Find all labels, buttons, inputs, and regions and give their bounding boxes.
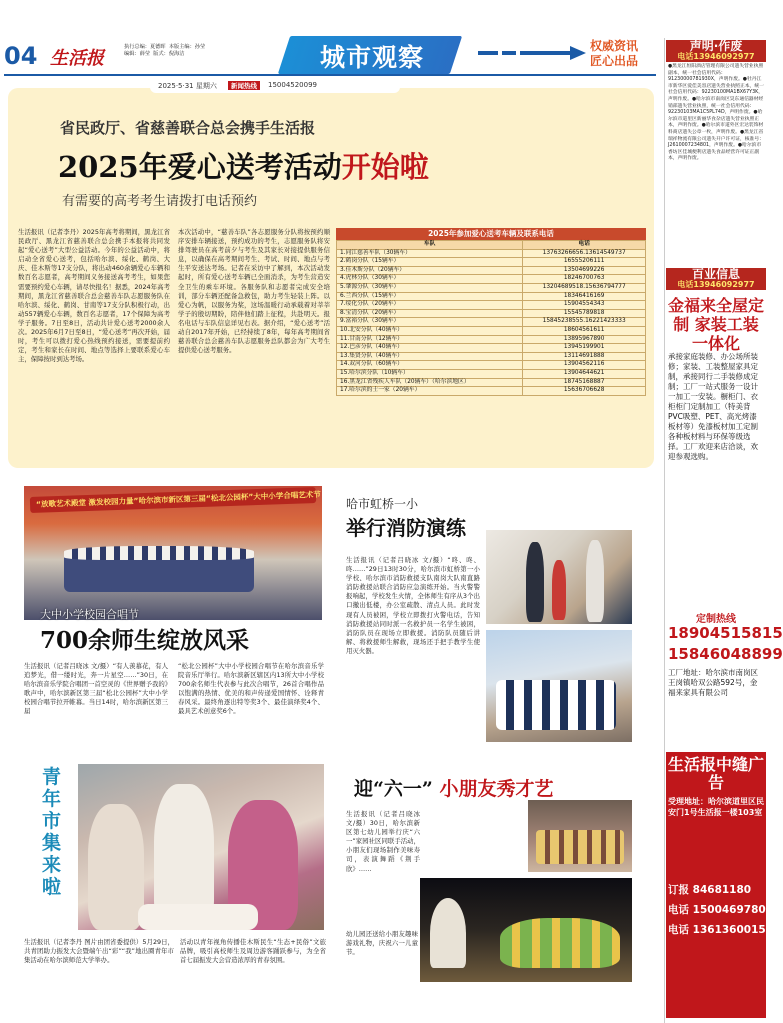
kids-body-b: 幼儿园还送给小朋友趣味游戏礼物，庆祝六一儿童节。 — [346, 930, 418, 957]
gutter-ad-phones — [668, 880, 774, 940]
table-cell-phone: 18745168887 — [523, 378, 646, 387]
furniture-ad-title: 金福来全屋定制 家装工装一体化 — [668, 296, 765, 353]
lead-kicker: 省民政厅、省慈善联合总会携手生活报 — [60, 119, 316, 137]
table-row — [337, 318, 646, 327]
table-cell-fleet: 17.哈尔滨的士一家（20辆车） — [337, 387, 523, 396]
editor-in-charge: 本版主编：孙莹 — [168, 44, 206, 50]
table-row — [337, 258, 646, 267]
table-cell-phone: 15845238555.16221423333 — [523, 318, 646, 327]
lead-body-col2: 本次活动中，“慈善车队”各志愿服务分队将按预约顺序安排车辆接送，预约成功的考生，志愿服务队将安排驾驶员在高考前夕与考生及其家长对接提供服务信息，以确保在高考期间考生、考试、时间、地点与考生平安送达考场。记者在采访中了解到，本次活动发起时，所有爱心送考车辆已全面消杀，为考生营造安全卫生的乘车环境。各服务队和志愿者完成安全培训，部分车辆还配备急救包，助力考生轻装上阵。以爱心为帆，以服务为桨，这场温暖行动承载着对莘莘学子的殷切期盼，陪伴他们踏上征程，共赴明天。报名电话与车队信息详见右表。据介绍，“爱心送考”活动自2017年开始，已经持续了8年，每年高考期间省慈善联合总会慈善车队志愿服务总队都会为广大考生提供爱心送考服务。 — [178, 228, 330, 355]
table-row — [337, 387, 646, 396]
table-cell-phone: 13945199901 — [523, 344, 646, 353]
table-cell-phone: 13504699226 — [523, 266, 646, 275]
kids-dance-photo — [528, 800, 632, 872]
table-cell-fleet: 12.巴彦分队（40辆车） — [337, 344, 523, 353]
editor: 编辑：薛莹 — [124, 51, 150, 57]
table-row — [337, 292, 646, 301]
fire-drill-body: 生活报讯（记者吕晓冰 文/摄）“咚、咚、咚……”29日13时30分，哈尔滨市虹桥第一小学校、哈尔滨市消防救援支队南岗大队南直路消防救援站联合消防应急演练开始。当火警警报响起，学校发生火情，全体师生有序从3个出口撤出低楼，办公室疏散、清点人员。此时发现有人员被困，学校立即拨打火警电话，告知消防救援站同时派一名救护员一名学生被困，消防队员在现场立即救援。消防队员随后讲解、将救援师生解救，现场还手把手教学生使用灭火器。 — [346, 556, 480, 655]
business-title: 百业信息 — [691, 267, 740, 281]
table-cell-fleet: 8.宝清分队（20辆车） — [337, 309, 523, 318]
table-cell-phone: 13895967890 — [523, 335, 646, 344]
table-cell-phone: 13204689518.15636794777 — [523, 283, 646, 292]
choir-headline: 700余师生绽放风采 — [40, 627, 250, 654]
table-cell-phone: 15636706628 — [523, 387, 646, 396]
slogan — [590, 39, 660, 69]
fire-drill-photo-1 — [486, 530, 632, 624]
arrow-icon — [478, 46, 586, 60]
paper-logo: 生活报 — [50, 48, 104, 69]
table-row — [337, 309, 646, 318]
table-header-fleet: 车队 — [337, 241, 523, 250]
gutter-ad-phone-3: 电话 13613600156 — [668, 924, 774, 936]
notice-title: 声明·作废 — [689, 39, 743, 53]
table-cell-phone: 16555206111 — [523, 258, 646, 267]
kids-headline — [354, 774, 554, 801]
slogan-line1: 权威资讯 — [590, 39, 639, 53]
gutter-ad-title: 生活报中缝广告 — [668, 755, 765, 792]
kids-headline-part2: 小朋友秀才艺 — [439, 778, 554, 800]
table-cell-fleet: 10.北安分队（40辆车） — [337, 326, 523, 335]
notice-list: ●黑龙江恒阳酒店管理有限公司遗失营业执照副本，统一社会信用代码：91230000781930X，声明作废。●牡丹江市新华区爱佳美容店遗失营业执照正本，统一社会信用代码：92230100MA1BX67Y3K，声明作废。●哈尔滨市南岗区昊东通信器材经销部遗失营业执照，统一社会信用代码：92230103MA1C5PL74D，声明作废。●哈尔滨市道里区新丽华食杂店遗失营业执照正本，声明作废。●哈尔滨市道外区宏达装饰材料商店遗失公章一枚，声明作废。●黑龙江省瑞祥物流有限公司遗失开户许可证，核准号：J2610007234801，声明作废。●哈尔滨市香坊区佳城便利店遗失食品经营许可证正副本，声明作废。 — [668, 64, 764, 162]
header-rule — [4, 74, 656, 76]
table-cell-fleet: 6.兰西分队（15辆车） — [337, 292, 523, 301]
gutter-ad-address: 受理地址：哈尔滨道里区民安门1号生活报一楼103室 — [668, 797, 764, 817]
table-cell-phone: 13904562116 — [523, 361, 646, 370]
editor-credits — [124, 44, 284, 58]
section-title: 城市观察 — [319, 43, 424, 72]
table-row — [337, 378, 646, 387]
table-cell-phone: 13763266656.13614549737 — [523, 249, 646, 258]
table-row — [337, 283, 646, 292]
youth-body-col1: 生活报讯（记者李丹 图片由团省委提供）5月29日，共青团助力振发大会暨端午出“彩”“我”地出圈青年市集活动在哈尔滨师范大学举办。 — [24, 938, 174, 965]
kids-body-a: 生活报讯（记者吕晓冰 文/摄）30日，哈尔滨新区第七幼儿园举行庆“六一”家园社区同联手活动，小朋友们现场制作美味寿司，表演舞蹈《荆手欣》…… — [346, 810, 420, 873]
furniture-ad-phone-2: 15846048899 — [668, 645, 783, 663]
table-cell-fleet: 14.双河分队（60辆车） — [337, 361, 523, 370]
table-cell-phone: 15904554343 — [523, 301, 646, 310]
table-body — [337, 249, 646, 395]
table-row — [337, 352, 646, 361]
table-row — [337, 369, 646, 378]
lead-subhead: 有需要的高考考生请拨打电话预约 — [62, 194, 258, 209]
hotline-number: 15004520099 — [268, 81, 317, 89]
issue-date: 2025·5·31 星期六 — [158, 82, 217, 90]
table-cell-fleet: 11.甘南分队（12辆车） — [337, 335, 523, 344]
notice-phone: 电话13946092977 — [677, 52, 755, 61]
table-cell-phone: 13904644621 — [523, 369, 646, 378]
table-row — [337, 266, 646, 275]
table-row — [337, 344, 646, 353]
table-cell-fleet: 5.肇源分队（30辆车） — [337, 283, 523, 292]
furniture-ad-address: 工厂地址：哈尔滨市南岗区王岗镇哈双公路592号，金福来家具有限公司 — [668, 668, 758, 697]
business-phone: 电话13946092977 — [677, 280, 755, 289]
table-cell-phone: 18246700763 — [523, 275, 646, 284]
lead-headline-part2: 开始啦 — [341, 150, 429, 184]
table-cell-fleet: 13.集贤分队（40辆车） — [337, 352, 523, 361]
kids-headline-part1: 迎“六一” — [354, 778, 433, 800]
furniture-ad-phone-label: 定制热线 — [696, 614, 736, 625]
lead-headline — [58, 145, 429, 186]
table-cell-fleet: 15.哈尔滨分队（10辆车） — [337, 369, 523, 378]
gutter-ad-phone-2: 电话 15004697804 — [668, 904, 774, 916]
notice-section-header — [666, 40, 766, 62]
table-cell-fleet: 3.佳木斯分队（20辆车） — [337, 266, 523, 275]
table-cell-phone: 15545789818 — [523, 309, 646, 318]
table-row — [337, 301, 646, 310]
table-cell-fleet: 2.鹤岗分队（15辆车） — [337, 258, 523, 267]
table-row — [337, 249, 646, 258]
kids-stage-photo — [420, 878, 632, 982]
table-row — [337, 335, 646, 344]
business-section-header — [666, 268, 766, 290]
choir-banner-text: “放歌艺术殿堂 激发校园力量”哈尔滨市新区第三届“松北公园杯”大中小学合唱艺术节 — [35, 489, 321, 509]
table-header-phone: 电话 — [523, 241, 646, 250]
table-cell-phone: 13114691888 — [523, 352, 646, 361]
fire-drill-kicker: 哈市虹桥一小 — [346, 497, 419, 511]
choir-body-col2: “松北公园杯”大中小学校园合唱节在哈尔滨音乐学院音乐厅举行。哈尔滨新区辖区内13所大中小学校700余名师生代表参与此次合唱节，26首合唱作品以饱满的热情、优美的和声传递爱国情怀、诠释青春风采。最终角逐出特等奖3个、最佳演绎奖4个、最具艺术创意奖6个。 — [178, 662, 324, 716]
table-cell-fleet: 4.虎林分队（30辆车） — [337, 275, 523, 284]
gutter-ad-phone-1: 订报 84681180 — [668, 884, 752, 896]
fleet-table — [336, 240, 646, 396]
slogan-line2: 匠心出品 — [590, 54, 639, 68]
table-row — [337, 361, 646, 370]
table-cell-fleet: 7.绥化分队（20辆车） — [337, 301, 523, 310]
table-cell-phone: 18346416169 — [523, 292, 646, 301]
furniture-ad-text: 承接家庭装修、办公场所装修；家装、工装整屋家具定制，承接同行二手装修成定制；工厂一站式服务一设计一加工一安装。橱柜门、衣柜柜门定制加工（特美背PVC吸塑、PET、高光烤漆板材等）免漆板材加工定制各种板材料与环保等级选择。工厂欢迎来店洽谈，欢迎参观选购。 — [668, 352, 758, 461]
youth-body-col2: 活动以青年视角传播佳木斯民生“生态+民俗”文旅品牌，吸引高校师生及周边游客踊跃参与，为全省首七届振发大会营造浓厚的青春氛围。 — [180, 938, 326, 965]
choir-kicker: 大中小学校园合唱节 — [40, 608, 139, 621]
table-cell-fleet: 16.黑龙江省残疾人车队（20辆车）（哈尔滨地区） — [337, 378, 523, 387]
choir-body-col1: 生活报讯（记者吕晓冰 文/摄）“有人羡慕花，有人追梦光，借一缕时光，奔一片星空……”30日，在哈尔滨音乐学院合唱团一首空灵的《世界赠予我的》歌声中，哈尔滨新区第三届“松北公园杯”大中小学校园合唱节拉开帷幕。当日14时，哈尔滨新区第三届 — [24, 662, 168, 716]
hotline-label: 新闻热线 — [228, 81, 260, 90]
lead-body-col1: 生活报讯（记者李丹）2025年高考将期间，黑龙江省民政厅、黑龙江省慈善联合总会携手本报将共同发起“爱心送考”大型公益活动。今年的公益活动中，将启动全省爱心送考，包括哈尔滨、绥化、鹤岗、大庆、佳木斯等17支分队，将出动460余辆爱心车辆和数百名志愿者，高考期间义务接送高考考生，如果您需要预约爱心车辆，请尽快报名！据悉，2024年高考期间，黑龙江省慈善联合总会慈善车队志愿服务队在哈尔滨、绥化、鹤岗、甘南等17支分队积极行动，出动557辆爱心车辆，数百名志愿者，17个保障为高考学子服务。7日至8日，活动共计爱心送考2000余人次。2025年6月7日至8日，“爱心送考”再次开始，届时，考生可以拨打爱心热线预约接送，需要提前约定，考生和家长在时间、地点等选择上要联系爱心车主，保障按时到达考场。 — [18, 228, 170, 364]
table-cell-fleet: 1.同江慈善车队（30辆车） — [337, 249, 523, 258]
fire-drill-headline: 举行消防演练 — [346, 516, 466, 540]
table-cell-phone: 18604561611 — [523, 326, 646, 335]
designer: 版式：倪海洁 — [153, 51, 185, 57]
furniture-ad-phone-1: 18904515815 — [668, 624, 783, 642]
lead-headline-part1: 2025年爱心送考活动 — [58, 150, 342, 184]
fire-drill-photo-2 — [486, 630, 632, 742]
table-title: 2025年参加爱心送考车辆及联系电话 — [336, 228, 646, 240]
table-row — [337, 326, 646, 335]
page-number: 04 — [4, 42, 38, 70]
volunteer-fleet-table — [336, 228, 646, 396]
youth-market-headline: 青年市集来啦 — [42, 766, 62, 898]
table-row — [337, 275, 646, 284]
executive-editor: 执行总编：夏德晖 — [124, 44, 166, 50]
table-cell-fleet: 9.富裕分队（30辆车） — [337, 318, 523, 327]
youth-market-photo — [78, 764, 324, 930]
